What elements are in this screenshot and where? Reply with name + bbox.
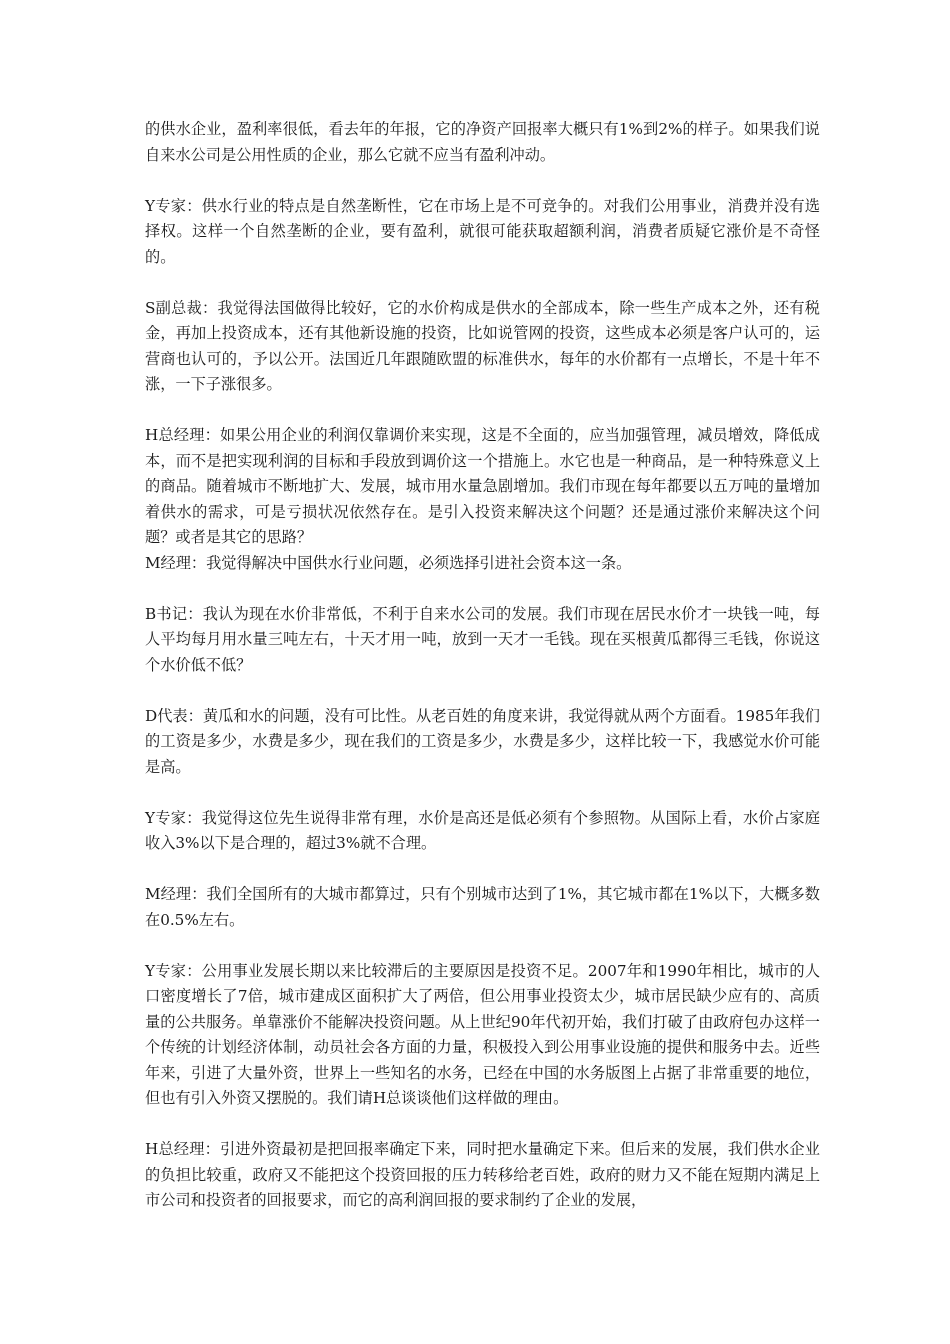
paragraph-s-vice-president: S副总裁：我觉得法国做得比较好，它的水价构成是供水的全部成本，除一些生产成本之外，还有税金，再加上投资成本，还有其他新设施的投资，比如说管网的投资，这些成本必须是客户认可的，运营商也认可的，予以公开。法国近几年跟随欧盟的标准供水，每年的水价都有一点增长，不是十年不涨，一下子涨很多。: [145, 298, 820, 393]
paragraph-y-expert-3: Y专家：公用事业发展长期以来比较滞后的主要原因是投资不足。2007年和1990年相比，城市的人口密度增长了7倍，城市建成区面积扩大了两倍，但公用事业投资太少，城市居民缺少应有的、高质量的公共服务。单靠涨价不能解决投资问题。从上世纪90年代初开始，我们打破了由政府包办这样一个传统的计划经济体制，动员社会各方面的力量，积极投入到公用事业设施的提供和服务中去。近些年来，引进了大量外资，世界上一些知名的水务，已经在中国的水务版图上占据了非常重要的地位，但也有引入外资又摆脱的。我们请H总谈谈他们这样做的理由。: [145, 961, 820, 1107]
paragraph-h-general-manager-1: H总经理：如果公用企业的利润仅靠调价来实现，这是不全面的，应当加强管理，减员增效，降低成本，而不是把实现利润的目标和手段放到调价这一个措施上。水它也是一种商品，是一种特殊意义上的商品。随着城市不断地扩大、发展，城市用水量急剧增加。我们市现在每年都要以五万吨的量增加着供水的需求，可是亏损状况依然存在。是引入投资来解决这个问题？还是通过涨价来解决这个问题？或者是其它的思路？: [145, 426, 820, 546]
paragraph-m-manager-2: M经理：我们全国所有的大城市都算过，只有个别城市达到了1%，其它城市都在1%以下，大概多数在0.5%左右。: [145, 885, 820, 929]
paragraph-continuation: 的供水企业，盈利率很低，看去年的年报，它的净资产回报率大概只有1%到2%的样子。如果我们说自来水公司是公用性质的企业，那么它就不应当有盈利冲动。: [145, 120, 820, 164]
paragraph-y-expert-1: Y专家：供水行业的特点是自然垄断性，它在市场上是不可竞争的。对我们公用事业，消费并没有选择权。这样一个自然垄断的企业，要有盈利，就很可能获取超额利润，消费者质疑它涨价是不奇怪的。: [145, 196, 820, 266]
paragraph-d-representative: D代表：黄瓜和水的问题，没有可比性。从老百姓的角度来讲，我觉得就从两个方面看。1985年我们的工资是多少，水费是多少，现在我们的工资是多少，水费是多少，这样比较一下，我感觉水价可能是高。: [145, 706, 820, 776]
paragraph-y-expert-2: Y专家：我觉得这位先生说得非常有理，水价是高还是低必须有个参照物。从国际上看，水价占家庭收入3%以下是合理的，超过3%就不合理。: [145, 808, 820, 852]
paragraph-h-general-manager-2: H总经理：引进外资最初是把回报率确定下来，同时把水量确定下来。但后来的发展，我们供水企业的负担比较重，政府又不能把这个投资回报的压力转移给老百姓，政府的财力又不能在短期内满足上市公司和投资者的回报要求，而它的高利润回报的要求制约了企业的发展，: [145, 1140, 820, 1209]
paragraph-m-manager-1: M经理：我觉得解决中国供水行业问题，必须选择引进社会资本这一条。: [145, 553, 632, 572]
document-body: [145, 117, 820, 1214]
paragraph-b-secretary: B书记：我认为现在水价非常低，不利于自来水公司的发展。我们市现在居民水价才一块钱一吨，每人平均每月用水量三吨左右，十天才用一吨，放到一天才一毛钱。现在买根黄瓜都得三毛钱，你说这个水价低不低？: [145, 604, 820, 674]
